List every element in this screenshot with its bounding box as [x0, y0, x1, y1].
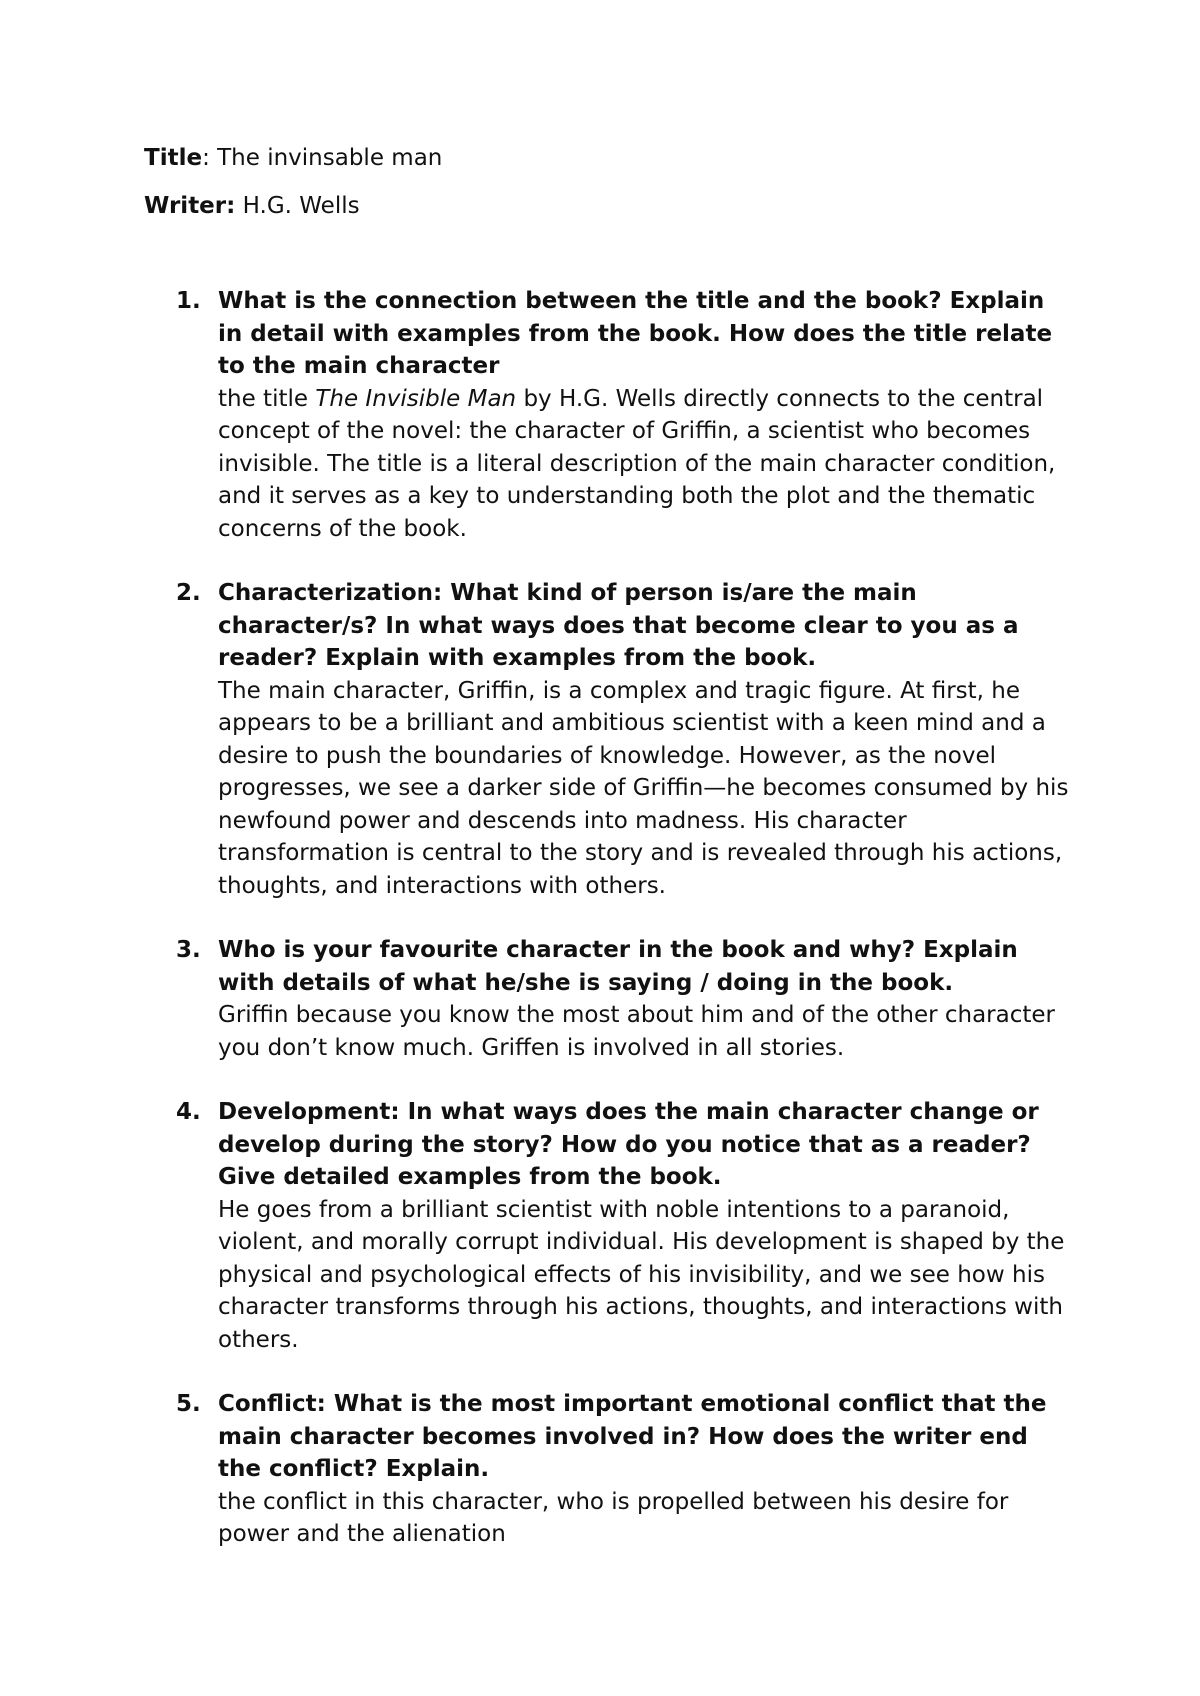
title-separator: :	[202, 145, 210, 171]
question-item-4	[144, 1096, 1074, 1356]
answer-text: He goes from a brilliant scientist with noble intentions to a paranoid, violent, and morally corrupt individual. His development is shaped by the physical and psychological effects of his invisibility, and we see how his character transforms through his actions, thoughts, and interactions with others.	[218, 1196, 1065, 1353]
title-line	[144, 142, 442, 174]
answer-text	[218, 383, 1074, 546]
writer-line	[144, 190, 360, 222]
question-item-1	[144, 285, 1074, 545]
question-number: 2.	[176, 580, 201, 606]
writer-label: Writer:	[144, 193, 236, 219]
writer-value: H.G. Wells	[235, 193, 360, 219]
title-value: The invinsable man	[209, 145, 443, 171]
answer-text: The main character, Griffin, is a complex and tragic figure. At first, he appears to be a brilliant and ambitious scientist with a keen mind and a desire to push the boundaries of knowledge. However, as the novel progresses, we see a darker side of Griffin—he becomes consumed by his newfound power and descends into madness. His character transformation is central to the story and is revealed through his actions, thoughts, and interactions with others.	[218, 677, 1069, 899]
question-number: 1.	[176, 288, 201, 314]
book-title-italic: The Invisible Man	[315, 385, 517, 412]
answer-text-rest: by H.G. Wells directly connects to the central concept of the novel: the character of Griffin, a scientist who becomes invisible. The title is a literal description of the main character condition, and it serves as a key to understanding both the plot and the thematic concerns of the book.	[218, 385, 1056, 542]
title-label: Title	[144, 145, 203, 171]
question-item-2	[144, 577, 1074, 902]
question-text: Conflict: What is the most important emotional conflict that the main character becomes involved in? How does the writer end the conflict? Explain.	[218, 1391, 1047, 1482]
question-text: Development: In what ways does the main character change or develop during the story? How do you notice that as a reader? Give detailed examples from the book.	[218, 1099, 1039, 1190]
question-text: Who is your favourite character in the book and why? Explain with details of what he/she is saying / doing in the book.	[218, 937, 1018, 996]
answer-text: Griffin because you know the most about him and of the other character you don’t know much. Griffen is involved in all stories.	[218, 1002, 1056, 1061]
answer-text: the conflict in this character, who is propelled between his desire for power and the alienation	[218, 1488, 1009, 1547]
question-text: What is the connection between the title and the book? Explain in detail with examples from the book. How does the title relate to the main character	[218, 288, 1053, 379]
answer-text-start: the title	[218, 385, 316, 412]
question-number: 4.	[176, 1099, 201, 1125]
question-list	[144, 285, 1074, 1583]
question-number: 3.	[176, 937, 201, 963]
question-number: 5.	[176, 1391, 201, 1417]
question-item-5	[144, 1388, 1074, 1551]
question-item-3	[144, 934, 1074, 1064]
question-text: Characterization: What kind of person is/are the main character/s? In what ways does that become clear to you as a reader? Explain with examples from the book.	[218, 580, 1019, 671]
